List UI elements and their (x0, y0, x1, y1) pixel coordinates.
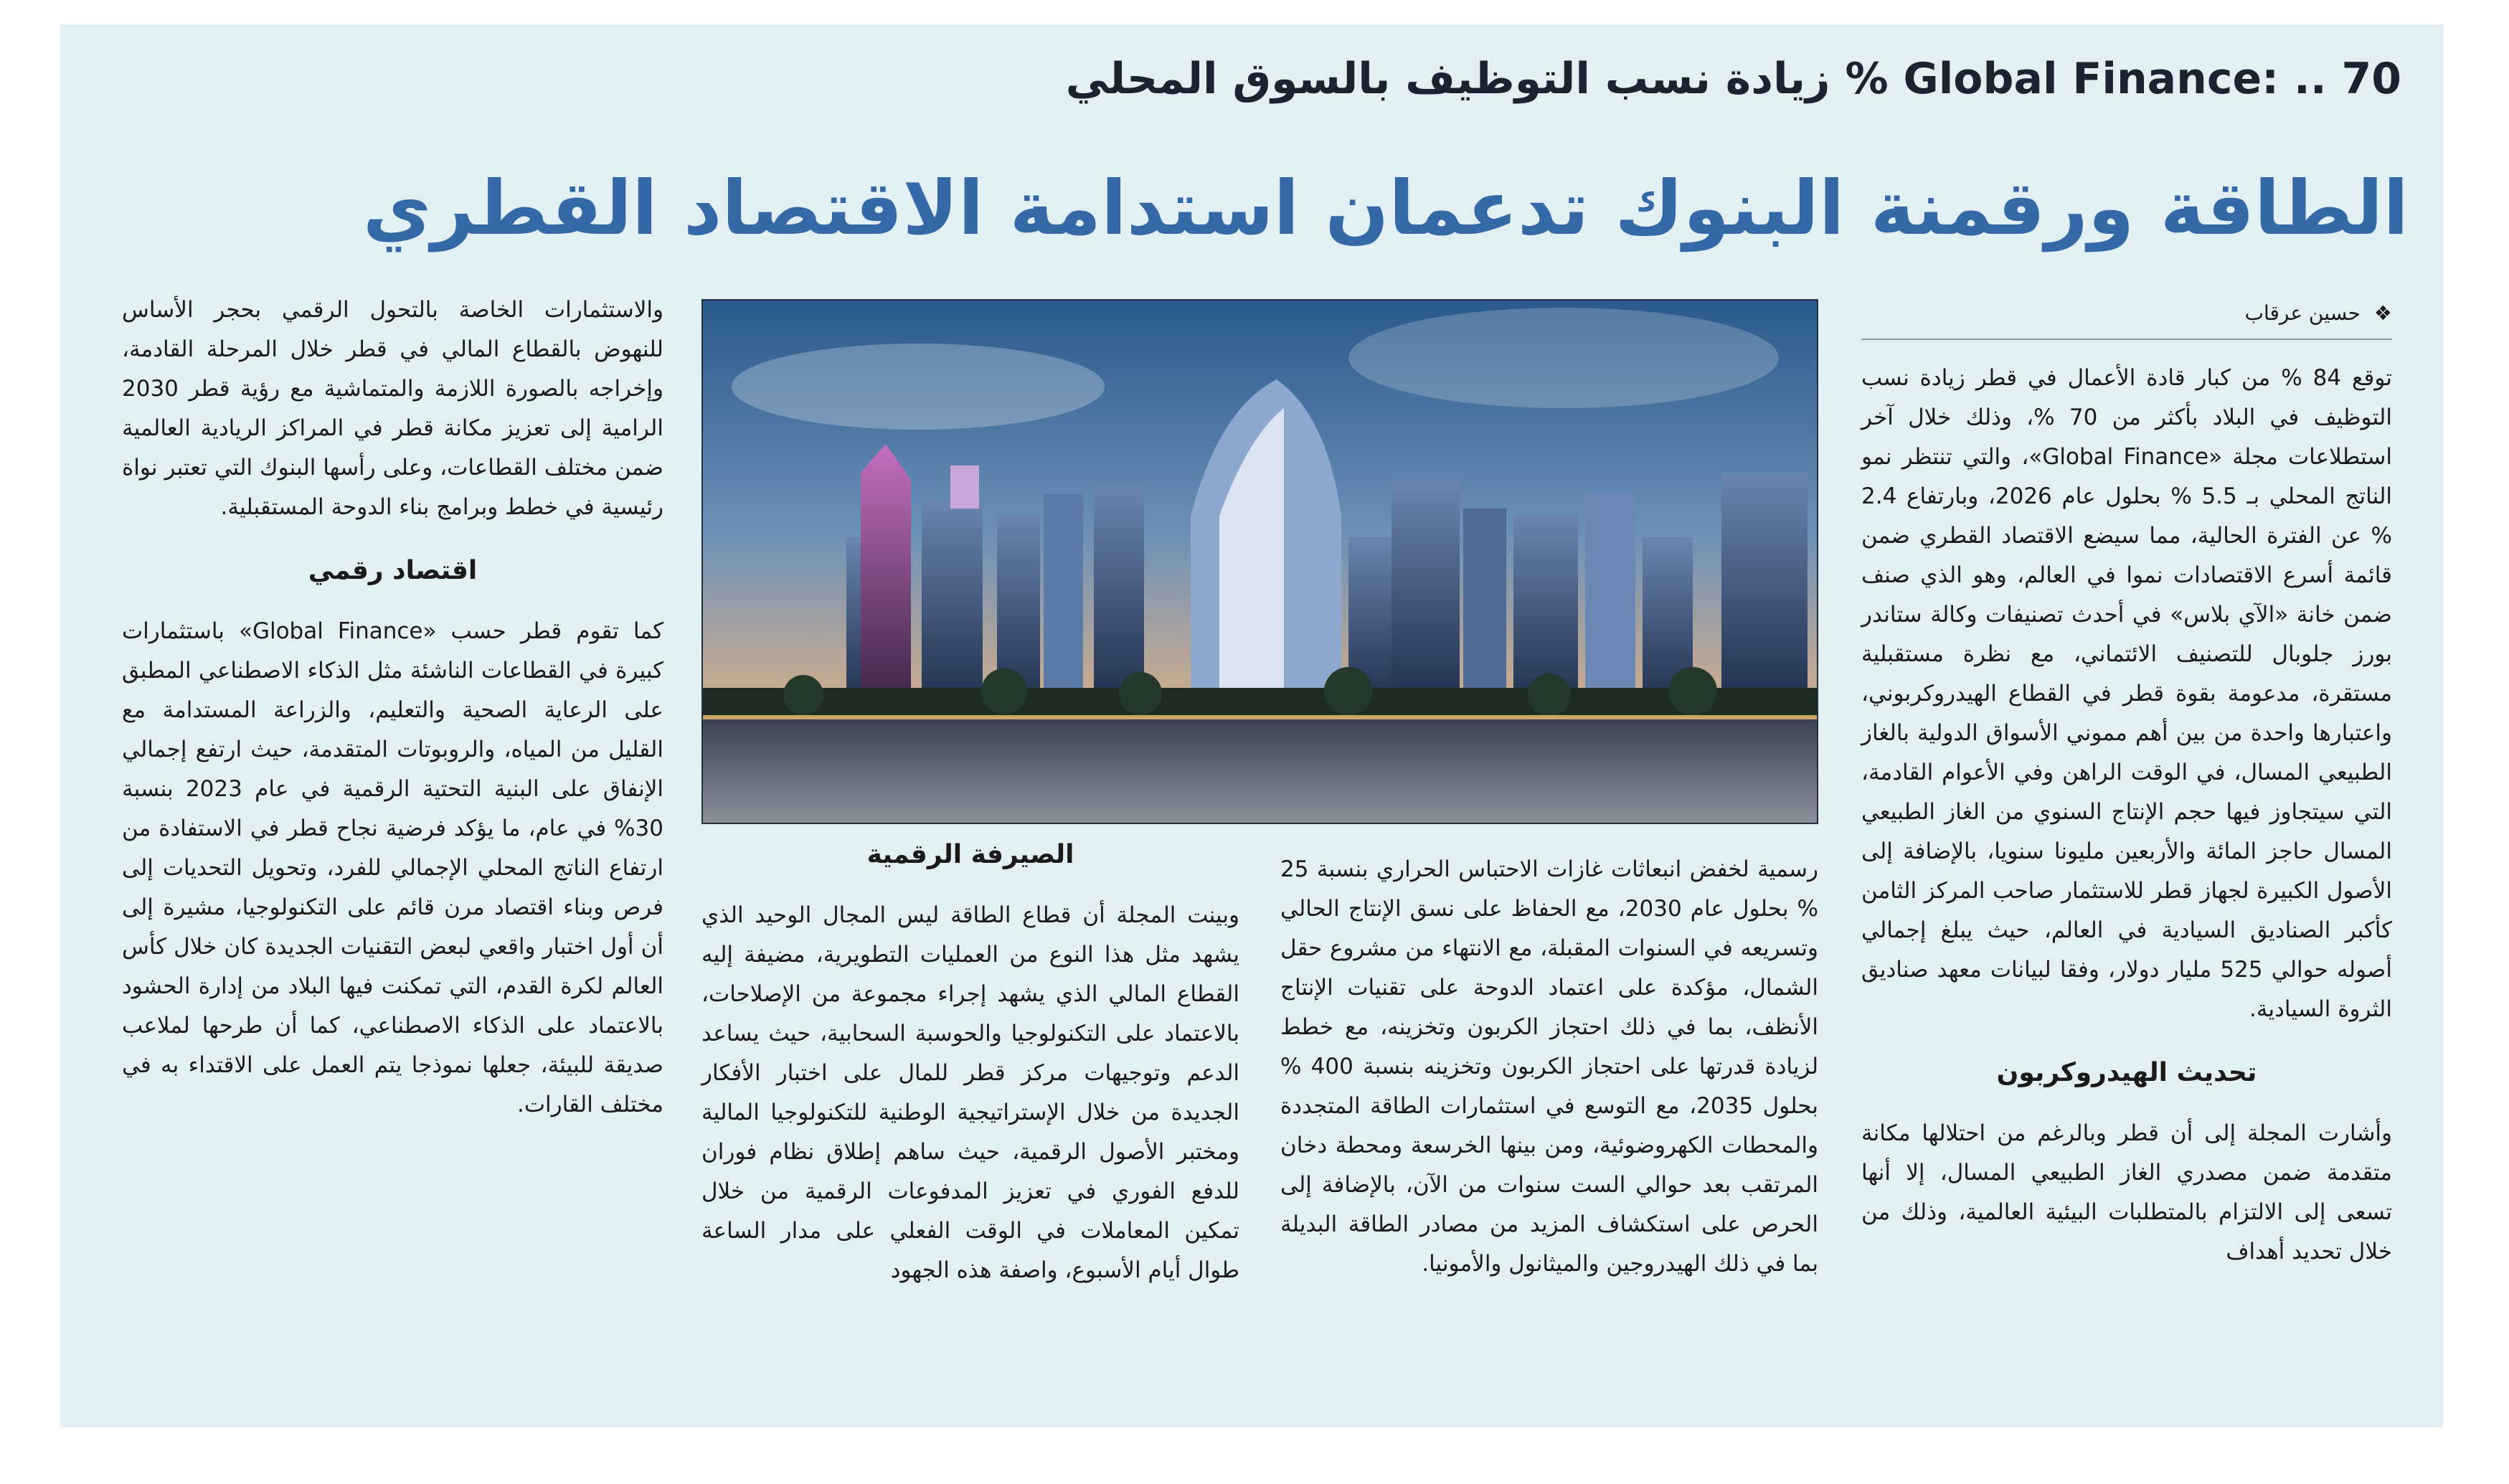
article-headline: الطاقة ورقمنة البنوك تدعمان استدامة الاقتصاد القطري (362, 164, 2409, 252)
paragraph: توقع 84 % من كبار قادة الأعمال في قطر زيادة نسب التوظيف في البلاد بأكثر من 70 %، وذلك خلال آخر استطلاعات مجلة «Global Finance»، والتي تنتظر نمو الناتج المحلي بـ 5.5 % بحلول عام 2026، وبارتفاع 2.4 % عن الفترة الحالية، مما سيضع الاقتصاد القطري ضمن قائمة أسرع الاقتصادات نموا في العالم، وهو الذي صنف ضمن خانة «الآي بلاس» في أحدث تصنيفات وكالة ستاندر بورز جلوبال للتصنيف الائتماني، مع نظرة مستقبلية مستقرة، مدعومة بقوة قطر في القطاع الهيدروكربوني، واعتبارها واحدة من بين أهم مموني الأسواق الدولية بالغاز الطبيعي المسال، في الوقت الراهن وفي الأعوام القادمة، التي سيتجاوز فيها حجم الإنتاج السنوي من الغاز الطبيعي المسال حاجز المائة والأربعين مليونا سنويا، بالإضافة إلى الأصول الكبيرة لجهاز قطر للاستثمار صاحب المركز الثامن كأكبر الصناديق السيادية في العالم، حيث يبلغ إجمالي أصوله حوالي 525 مليار دولار، وفقا لبيانات معهد صناديق الثروة السيادية. (1861, 365, 2392, 1022)
paragraph: وأشارت المجلة إلى أن قطر وبالرغم من احتلالها مكانة متقدمة ضمن مصدري الغاز الطبيعي المسال، إلا أنها تسعى إلى الالتزام بالمتطلبات البيئية العالمية، وذلك من خلال تحديد أهداف (1861, 1120, 2392, 1265)
column-mid-right (1280, 850, 1818, 1417)
diamond-bullet-icon: ❖ (2373, 301, 2392, 325)
subheading: الصيرفة الرقمية (866, 840, 1074, 869)
subheading: تحديث الهيدروكربون (1996, 1058, 2257, 1087)
column-left (122, 290, 663, 1417)
skyline-photo (701, 299, 1818, 824)
column-right (1861, 359, 2392, 1413)
paragraph: والاستثمارات الخاصة بالتحول الرقمي بحجر الأساس للنهوض بالقطاع المالي في قطر خلال المرحلة القادمة، وإخراجه بالصورة اللازمة والمتماشية مع رؤية قطر 2030 الرامية إلى تعزيز مكانة قطر في المراكز الريادية العالمية ضمن مختلف القطاعات، وعلى رأسها البنوك التي تعتبر نواة رئيسية في خطط وبرامج بناء الدوحة المستقبلية. (122, 297, 663, 520)
paragraph: كما تقوم قطر حسب «Global Finance» باستثمارات كبيرة في القطاعات الناشئة مثل الذكاء الاصطناعي المطبق على الرعاية الصحية والتعليم، والزراعة المستدامة مع القليل من المياه، والروبوتات المتقدمة، حيث ارتفع إجمالي الإنفاق على البنية التحتية الرقمية في عام 2023 بنسبة 30% في عام، ما يؤكد فرضية نجاح قطر في الاستفادة من ارتفاع الناتج المحلي الإجمالي للفرد، وتحويل التحديات إلى فرص وبناء اقتصاد مرن قائم على التكنولوجيا، مشيرة إلى أن أول اختبار واقعي لبعض التقنيات الجديدة كان خلال كأس العالم لكرة القدم، التي تمكنت فيها البلاد من إدارة الحشود بالاعتماد على الذكاء الاصطناعي، كما أن طرحها لملاعب صديقة للبيئة، جعلها نموذجا يتم العمل على الاقتداء به في مختلف القارات. (122, 618, 664, 1117)
paragraph: رسمية لخفض انبعاثات غازات الاحتباس الحراري بنسبة 25 % بحلول عام 2030، مع الحفاظ على نسق الإنتاج الحالي وتسريعه في السنوات المقبلة، مع الانتهاء من مشروع حقل الشمال، مؤكدة على اعتماد الدوحة على تقنيات الإنتاج الأنظف، بما في ذلك احتجاز الكربون وتخزينه، مع خطط لزيادة قدرتها على احتجاز الكربون وتخزينه بنسبة 400 % بحلول 2035، مع التوسع في استثمارات الطاقة المتجددة والمحطات الكهروضوئية، ومن بينها الخرسعة ومحطة دخان المرتقب بعد حوالي الست سنوات من الآن، بالإضافة إلى الحرص على استكشاف المزيد من مصادر الطاقة البديلة بما في ذلك الهيدروجين والميثانول والأمونيا. (1280, 856, 1819, 1277)
doha-skyline-image (703, 301, 1817, 823)
paragraph: وبينت المجلة أن قطاع الطاقة ليس المجال الوحيد الذي يشهد مثل هذا النوع من العمليات التطويرية، مضيفة إليه القطاع المالي الذي يشهد إجراء مجموعة من الإصلاحات، بالاعتماد على التكنولوجيا والحوسبة السحابية، حيث يساعد الدعم وتوجيهات مركز قطر للمال على اختبار الأفكار الجديدة من خلال الإستراتيجية الوطنية للتكنولوجيا المالية ومختبر الأصول الرقمية، حيث ساهم إطلاق نظام فوران للدفع الفوري في تعزيز المدفوعات الرقمية من خلال تمكين المعاملات في الوقت الفعلي على مدار الساعة طوال أيام الأسبوع، واصفة هذه الجهود (701, 902, 1239, 1283)
author-name: حسين عرقاب (2244, 301, 2361, 325)
subheading: اقتصاد رقمي (308, 556, 478, 585)
byline (1861, 296, 2392, 340)
column-mid-left (701, 836, 1239, 1417)
article-kicker: Global Finance: .. 70 % زيادة نسب التوظيف بالسوق المحلي (1065, 54, 2401, 104)
